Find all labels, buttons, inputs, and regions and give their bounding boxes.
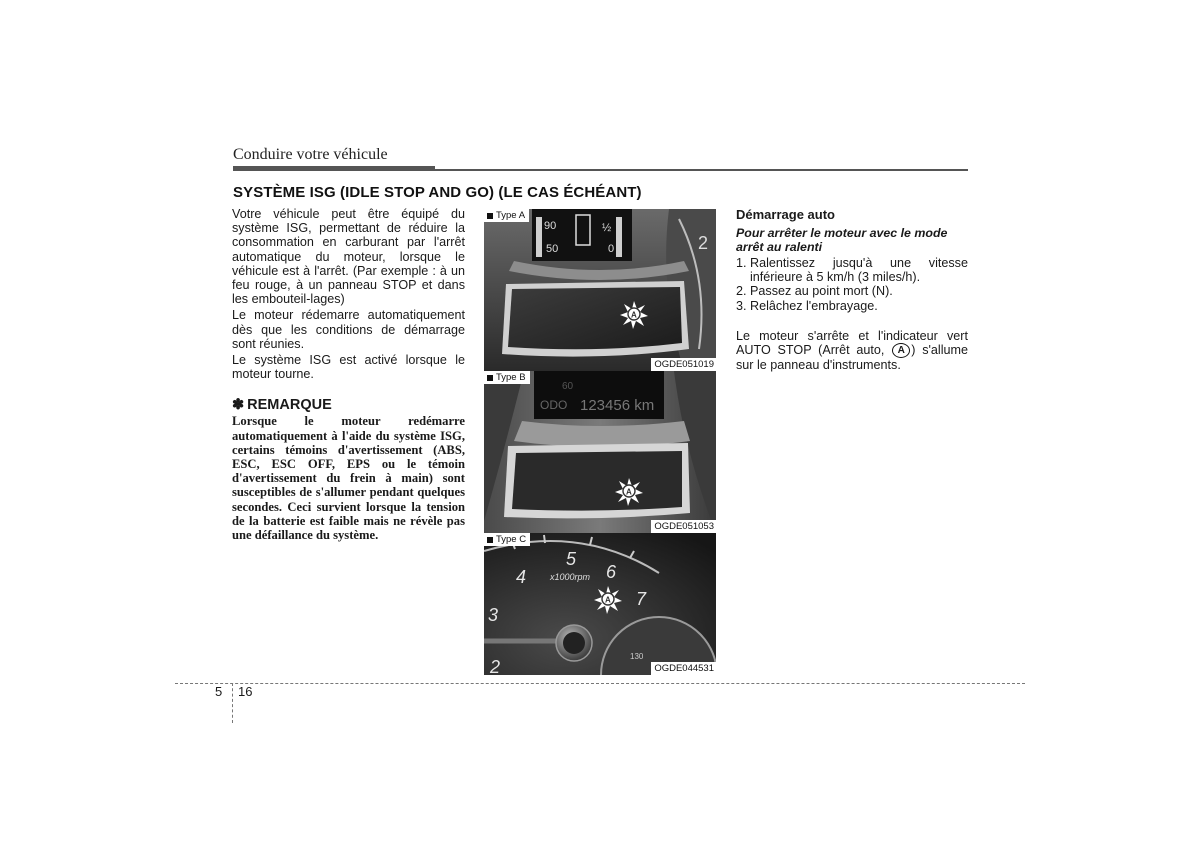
footer-vertical-divider xyxy=(232,683,233,723)
left-column xyxy=(232,207,465,544)
svg-text:A: A xyxy=(631,310,637,320)
figure-b-type-label: Type B xyxy=(484,371,530,384)
steps-list xyxy=(736,256,968,313)
figure-a-type-label: Type A xyxy=(484,209,529,222)
svg-text:2: 2 xyxy=(698,233,709,253)
page-number: 16 xyxy=(238,684,253,699)
square-bullet-icon xyxy=(487,537,493,543)
figure-a-code: OGDE051019 xyxy=(651,358,716,371)
auto-start-heading: Démarrage auto xyxy=(736,207,835,222)
gauge-label-half: ½ xyxy=(602,222,612,234)
restart-paragraph: Le moteur rédemarre automatiquement dès que les conditions de démarrage sont réunies. xyxy=(232,308,465,351)
figure-c-code: OGDE044531 xyxy=(651,662,716,675)
remark-body: Lorsque le moteur redémarre automatiquement à l'aide du système ISG, certains témoins d'avertissement (ABS, ESC, ESC OFF, EPS ou le témoin d'avertissement du frein à main) sont susceptibles de s'allumer pendant quelques secondes. Ceci survient lorsque la tension de la batterie est faible mais ne révèle pas une défaillance du système. xyxy=(232,414,465,543)
list-item: 2. Passez au point mort (N). xyxy=(736,284,893,299)
cluster-a-illustration xyxy=(484,209,716,371)
cluster-b-illustration xyxy=(484,371,716,533)
rpm-7: 7 xyxy=(636,589,647,609)
rpm-5: 5 xyxy=(566,549,577,569)
footer-divider xyxy=(175,683,1025,684)
gauge-label-90: 90 xyxy=(544,220,557,232)
active-paragraph: Le système ISG est activé lorsque le moteur tourne. xyxy=(232,353,465,382)
rpm-2: 2 xyxy=(490,657,501,675)
speed-label-130: 130 xyxy=(630,652,644,661)
rpm-3: 3 xyxy=(488,605,499,625)
page-title: SYSTÈME ISG (IDLE STOP AND GO) (LE CAS ÉCHÉANT) xyxy=(233,184,642,201)
list-item: 3. Relâchez l'embrayage. xyxy=(736,298,878,313)
list-item: 1. Ralentissez jusqu'à une vitesse inférieure à 5 km/h (3 miles/h). xyxy=(736,256,968,285)
odo-value: 123456 km xyxy=(580,397,655,414)
odo-label: ODO xyxy=(540,398,568,412)
remark-heading xyxy=(232,397,465,413)
remark-title-text: REMARQUE xyxy=(247,397,332,414)
tachometer-illustration xyxy=(484,533,716,675)
speed-label-60: 60 xyxy=(562,381,574,392)
rpm-6: 6 xyxy=(606,562,617,582)
square-bullet-icon xyxy=(487,375,493,381)
figure-type-a xyxy=(484,209,716,371)
right-column xyxy=(736,207,968,372)
auto-stop-paragraph: Le moteur s'arrête et l'indicateur vert AUTO STOP (Arrêt auto, A ) s'allume sur le panneau d'instruments. xyxy=(736,328,968,373)
auto-stop-symbol-icon: A xyxy=(892,343,910,358)
rpm-unit: x1000rpm xyxy=(550,572,591,582)
figure-type-c xyxy=(484,533,716,675)
header-rule-thick xyxy=(233,166,435,171)
rpm-4: 4 xyxy=(516,567,527,587)
gauge-label-50: 50 xyxy=(546,243,559,255)
idle-stop-subheading: Pour arrêter le moteur avec le mode arrêt au ralenti xyxy=(736,226,948,254)
intro-paragraph: Votre véhicule peut être équipé du système ISG, permettant de réduire la consommation en carburant par l'arrêt automatique du moteur, lorsque le véhicule est à l'arrêt. (Par exemple : à un feu rouge, à un panneau STOP et dans les embouteil-lages) xyxy=(232,207,465,307)
remark-star-icon: ✽ xyxy=(232,397,245,414)
figure-c-type-label: Type C xyxy=(484,533,530,546)
figure-b-code: OGDE051053 xyxy=(651,520,716,533)
section-header: Conduire votre véhicule xyxy=(233,146,388,163)
svg-text:A: A xyxy=(626,487,632,497)
chapter-number: 5 xyxy=(215,684,223,699)
square-bullet-icon xyxy=(487,213,493,219)
gauge-label-0: 0 xyxy=(608,243,615,255)
header-rule-thin xyxy=(435,169,968,171)
svg-text:A: A xyxy=(605,595,611,605)
figure-type-b xyxy=(484,371,716,533)
